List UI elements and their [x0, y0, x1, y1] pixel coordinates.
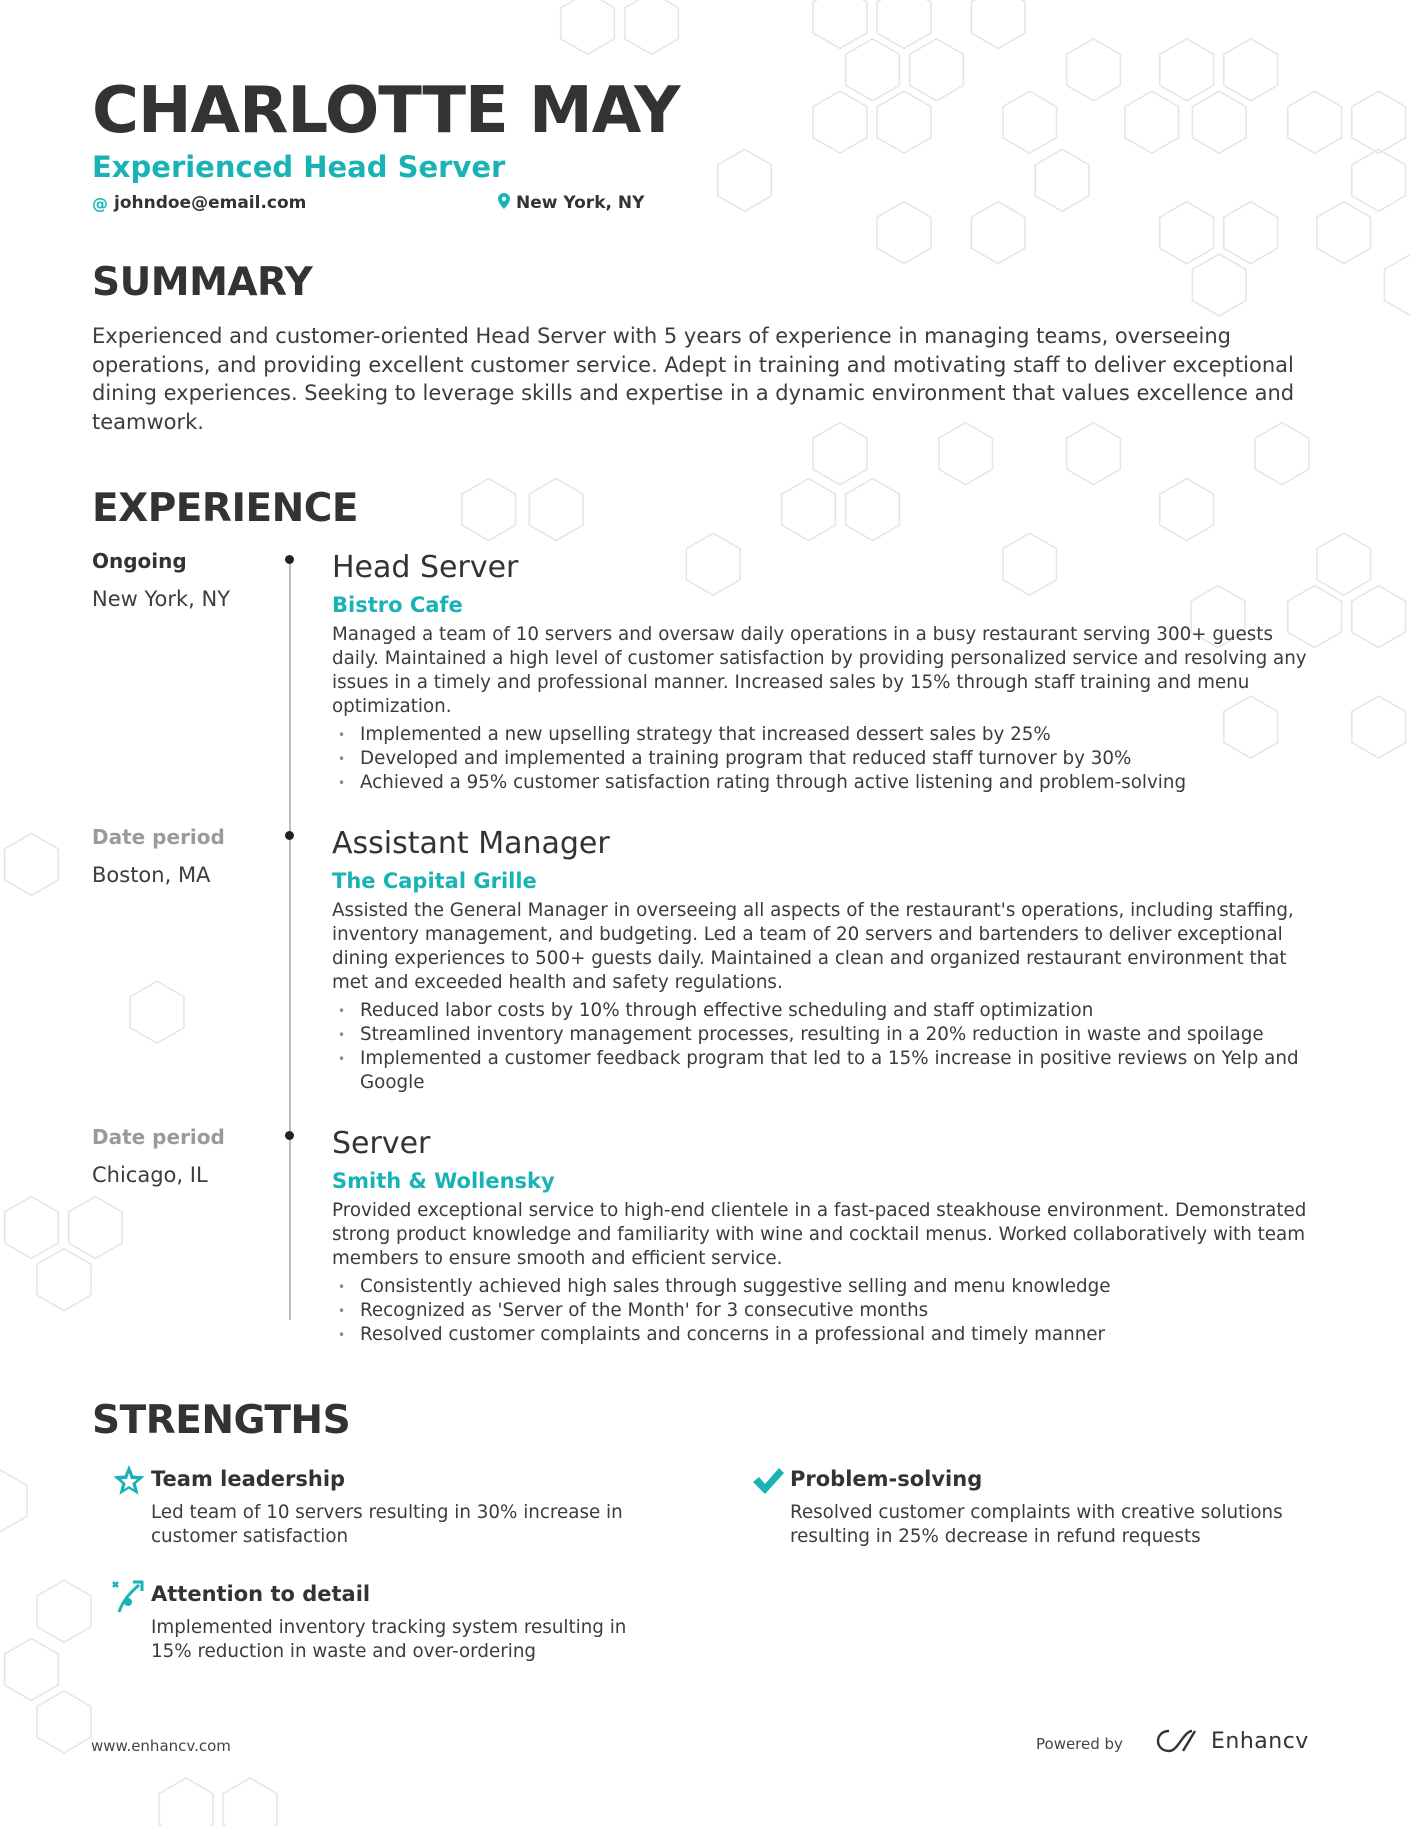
candidate-name: CHARLOTTE MAY — [92, 74, 680, 148]
strategy-icon — [111, 1578, 147, 1614]
hexagon-shape — [159, 1778, 213, 1826]
bullet-text: Streamlined inventory management processes, resulting in a 20% reduction in waste and spoilage — [360, 1024, 1264, 1045]
hexagon-shape — [782, 479, 836, 541]
hexagon-shape — [1317, 202, 1371, 264]
hexagon-shape — [1035, 149, 1089, 211]
contact-email[interactable] — [92, 193, 306, 213]
hexagon-shape — [37, 1580, 91, 1642]
list-item: • Developed and implemented a training program that reduced staff turnover by 30% — [338, 748, 1132, 769]
strength-title: Team leadership — [151, 1467, 346, 1491]
bullet-text: Recognized as 'Server of the Month' for 3 consecutive months — [360, 1300, 929, 1321]
timeline-dot — [285, 555, 294, 564]
timeline-dot — [285, 831, 294, 840]
hexagon-shape — [223, 1778, 277, 1826]
hexagon-shape — [813, 0, 867, 49]
hexagon-shape — [1003, 91, 1057, 153]
hexagon-shape — [1352, 91, 1406, 153]
list-item: • Achieved a 95% customer satisfaction rating through active listening and problem-solving — [338, 772, 1187, 793]
achievements-list — [332, 723, 1322, 795]
timeline-dot — [285, 1131, 294, 1140]
job-description: Provided exceptional service to high-end clientele in a fast-paced steakhouse environment. Demonstrated strong product knowledge and familiarity with wine and cocktail menus. Worked collaboratively with team members to ensure smooth and efficient service. — [332, 1200, 1307, 1269]
hexagon-shape — [1192, 254, 1246, 316]
hexagon-shape — [1288, 91, 1342, 153]
list-item: • Implemented a customer feedback program that led to a 15% increase in positive reviews on Yelp and Google — [338, 1048, 1299, 1093]
experience-heading: EXPERIENCE — [92, 486, 359, 531]
enhancv-logo-icon — [1155, 1728, 1203, 1754]
hexagon-shape — [846, 39, 900, 101]
check-icon — [750, 1463, 786, 1499]
hexagon-shape — [718, 149, 772, 211]
bullet-text: Resolved customer complaints and concerns in a professional and timely manner — [360, 1324, 1106, 1345]
summary-heading: SUMMARY — [92, 260, 313, 305]
hexagon-shape — [5, 833, 59, 895]
list-item: • Streamlined inventory management processes, resulting in a 20% reduction in waste and spoilage — [338, 1024, 1264, 1045]
hexagon-shape — [1352, 586, 1406, 648]
hexagon-shape — [5, 1639, 59, 1701]
experience-entry — [332, 550, 1322, 795]
strength-item — [151, 1465, 671, 1549]
company-name: Bistro Cafe — [332, 593, 463, 617]
bullet-text: Implemented a customer feedback program that led to a 15% increase in positive reviews on Yelp and Google — [360, 1048, 1299, 1093]
strength-item — [151, 1580, 671, 1664]
hexagon-shape — [846, 479, 900, 541]
location-pin-icon — [498, 193, 510, 213]
hexagon-shape — [1160, 202, 1214, 264]
summary-text: Experienced and customer-oriented Head Server with 5 years of experience in managing teams, overseeing operations, and providing excellent customer service. Adept in training and motivating staff to deliver exceptional dining experiences. Seeking to leverage skills and expertise in a dynamic environment that values excellence and teamwork. — [92, 324, 1295, 434]
strength-item — [790, 1465, 1310, 1549]
hexagon-shape — [1317, 533, 1371, 595]
entry-location: Boston, MA — [92, 863, 211, 887]
hexagon-shape — [813, 91, 867, 153]
company-name: Smith & Wollensky — [332, 1169, 555, 1193]
hexagon-shape — [69, 1196, 123, 1258]
hexagon-shape — [1160, 39, 1214, 101]
hexagon-shape — [5, 1196, 59, 1258]
strength-title: Problem-solving — [790, 1467, 983, 1491]
hexagon-shape — [1352, 149, 1406, 211]
hexagon-shape — [462, 479, 516, 541]
bullet-text: Achieved a 95% customer satisfaction rating through active listening and problem-solving — [360, 772, 1187, 793]
hexagon-shape — [1224, 202, 1278, 264]
bullet-text: Consistently achieved high sales through suggestive selling and menu knowledge — [360, 1276, 1111, 1297]
website-link[interactable]: www.enhancv.com — [91, 1737, 231, 1755]
list-item: • Implemented a new upselling strategy that increased dessert sales by 25% — [338, 724, 1051, 745]
enhancv-brand-text: Enhancv — [1211, 1728, 1309, 1754]
hexagon-shape — [625, 0, 679, 54]
hexagon-shape — [1192, 91, 1246, 153]
bullet-text: Implemented a new upselling strategy that increased dessert sales by 25% — [360, 724, 1051, 745]
job-title: Assistant Manager — [332, 826, 610, 861]
entry-location: Chicago, IL — [92, 1163, 208, 1187]
enhancv-logo[interactable] — [1155, 1728, 1309, 1754]
email-text: johndoe@email.com — [114, 193, 307, 213]
powered-by-label: Powered by — [1036, 1735, 1123, 1753]
location-text: New York, NY — [516, 193, 645, 213]
strength-description: Led team of 10 servers resulting in 30% increase in customer satisfaction — [151, 1502, 623, 1547]
bullet-text: Reduced labor costs by 10% through effective scheduling and staff optimization — [360, 1000, 1094, 1021]
entry-date: Date period — [92, 825, 225, 849]
job-description: Assisted the General Manager in overseeing all aspects of the restaurant's operations, including staffing, inventory management, and budgeting. Led a team of 20 servers and bartenders to deliver exceptional dining experiences to 500+ guests daily. Maintained a clean and organized restaurant environment that met and exceeded health and safety regulations. — [332, 900, 1294, 993]
star-icon — [111, 1463, 147, 1499]
candidate-title: Experienced Head Server — [92, 150, 506, 184]
job-title: Server — [332, 1126, 431, 1161]
experience-entry — [332, 826, 1322, 1095]
list-item: • Recognized as 'Server of the Month' for 3 consecutive months — [338, 1300, 929, 1321]
hexagon-shape — [1160, 479, 1214, 541]
hexagon-shape — [1352, 696, 1406, 758]
hexagon-shape — [1384, 254, 1410, 316]
strength-title: Attention to detail — [151, 1582, 371, 1606]
hexagon-shape — [561, 0, 615, 54]
hexagon-shape — [877, 91, 931, 153]
bullet-text: Developed and implemented a training program that reduced staff turnover by 30% — [360, 748, 1132, 769]
hexagon-shape — [877, 0, 931, 49]
achievements-list — [332, 1275, 1322, 1347]
hexagon-shape — [877, 202, 931, 264]
hexagon-shape — [971, 202, 1025, 264]
achievements-list — [332, 999, 1322, 1095]
hexagon-shape — [971, 0, 1025, 49]
entry-date: Ongoing — [92, 549, 187, 573]
hexagon-shape — [1125, 91, 1179, 153]
company-name: The Capital Grille — [332, 869, 537, 893]
list-item: • Resolved customer complaints and concerns in a professional and timely manner — [338, 1324, 1106, 1345]
timeline-line — [289, 560, 291, 1320]
entry-date: Date period — [92, 1125, 225, 1149]
at-icon: @ — [92, 193, 108, 213]
hexagon-shape — [1067, 39, 1121, 101]
strength-description: Implemented inventory tracking system resulting in 15% reduction in waste and over-ordering — [151, 1617, 627, 1662]
experience-entry — [332, 1126, 1322, 1347]
hexagon-shape — [0, 1470, 27, 1532]
job-description: Managed a team of 10 servers and oversaw daily operations in a busy restaurant serving 300+ guests daily. Maintained a high level of customer satisfaction by providing personalized service and resolving any issues in a timely and professional manner. Increased sales by 15% through staff training and menu optimization. — [332, 624, 1307, 717]
hexagon-shape — [910, 39, 964, 101]
contact-location — [498, 193, 644, 213]
entry-location: New York, NY — [92, 587, 231, 611]
hexagon-shape — [130, 981, 184, 1043]
list-item: • Reduced labor costs by 10% through effective scheduling and staff optimization — [338, 1000, 1094, 1021]
job-title: Head Server — [332, 550, 519, 585]
hexagon-shape — [37, 1249, 91, 1311]
hexagon-shape — [37, 1691, 91, 1753]
strength-description: Resolved customer complaints with creative solutions resulting in 25% decrease in refund requests — [790, 1502, 1283, 1547]
hexagon-shape — [529, 479, 583, 541]
list-item: • Consistently achieved high sales through suggestive selling and menu knowledge — [338, 1276, 1111, 1297]
hexagon-shape — [1224, 39, 1278, 101]
strengths-heading: STRENGTHS — [92, 1398, 351, 1443]
